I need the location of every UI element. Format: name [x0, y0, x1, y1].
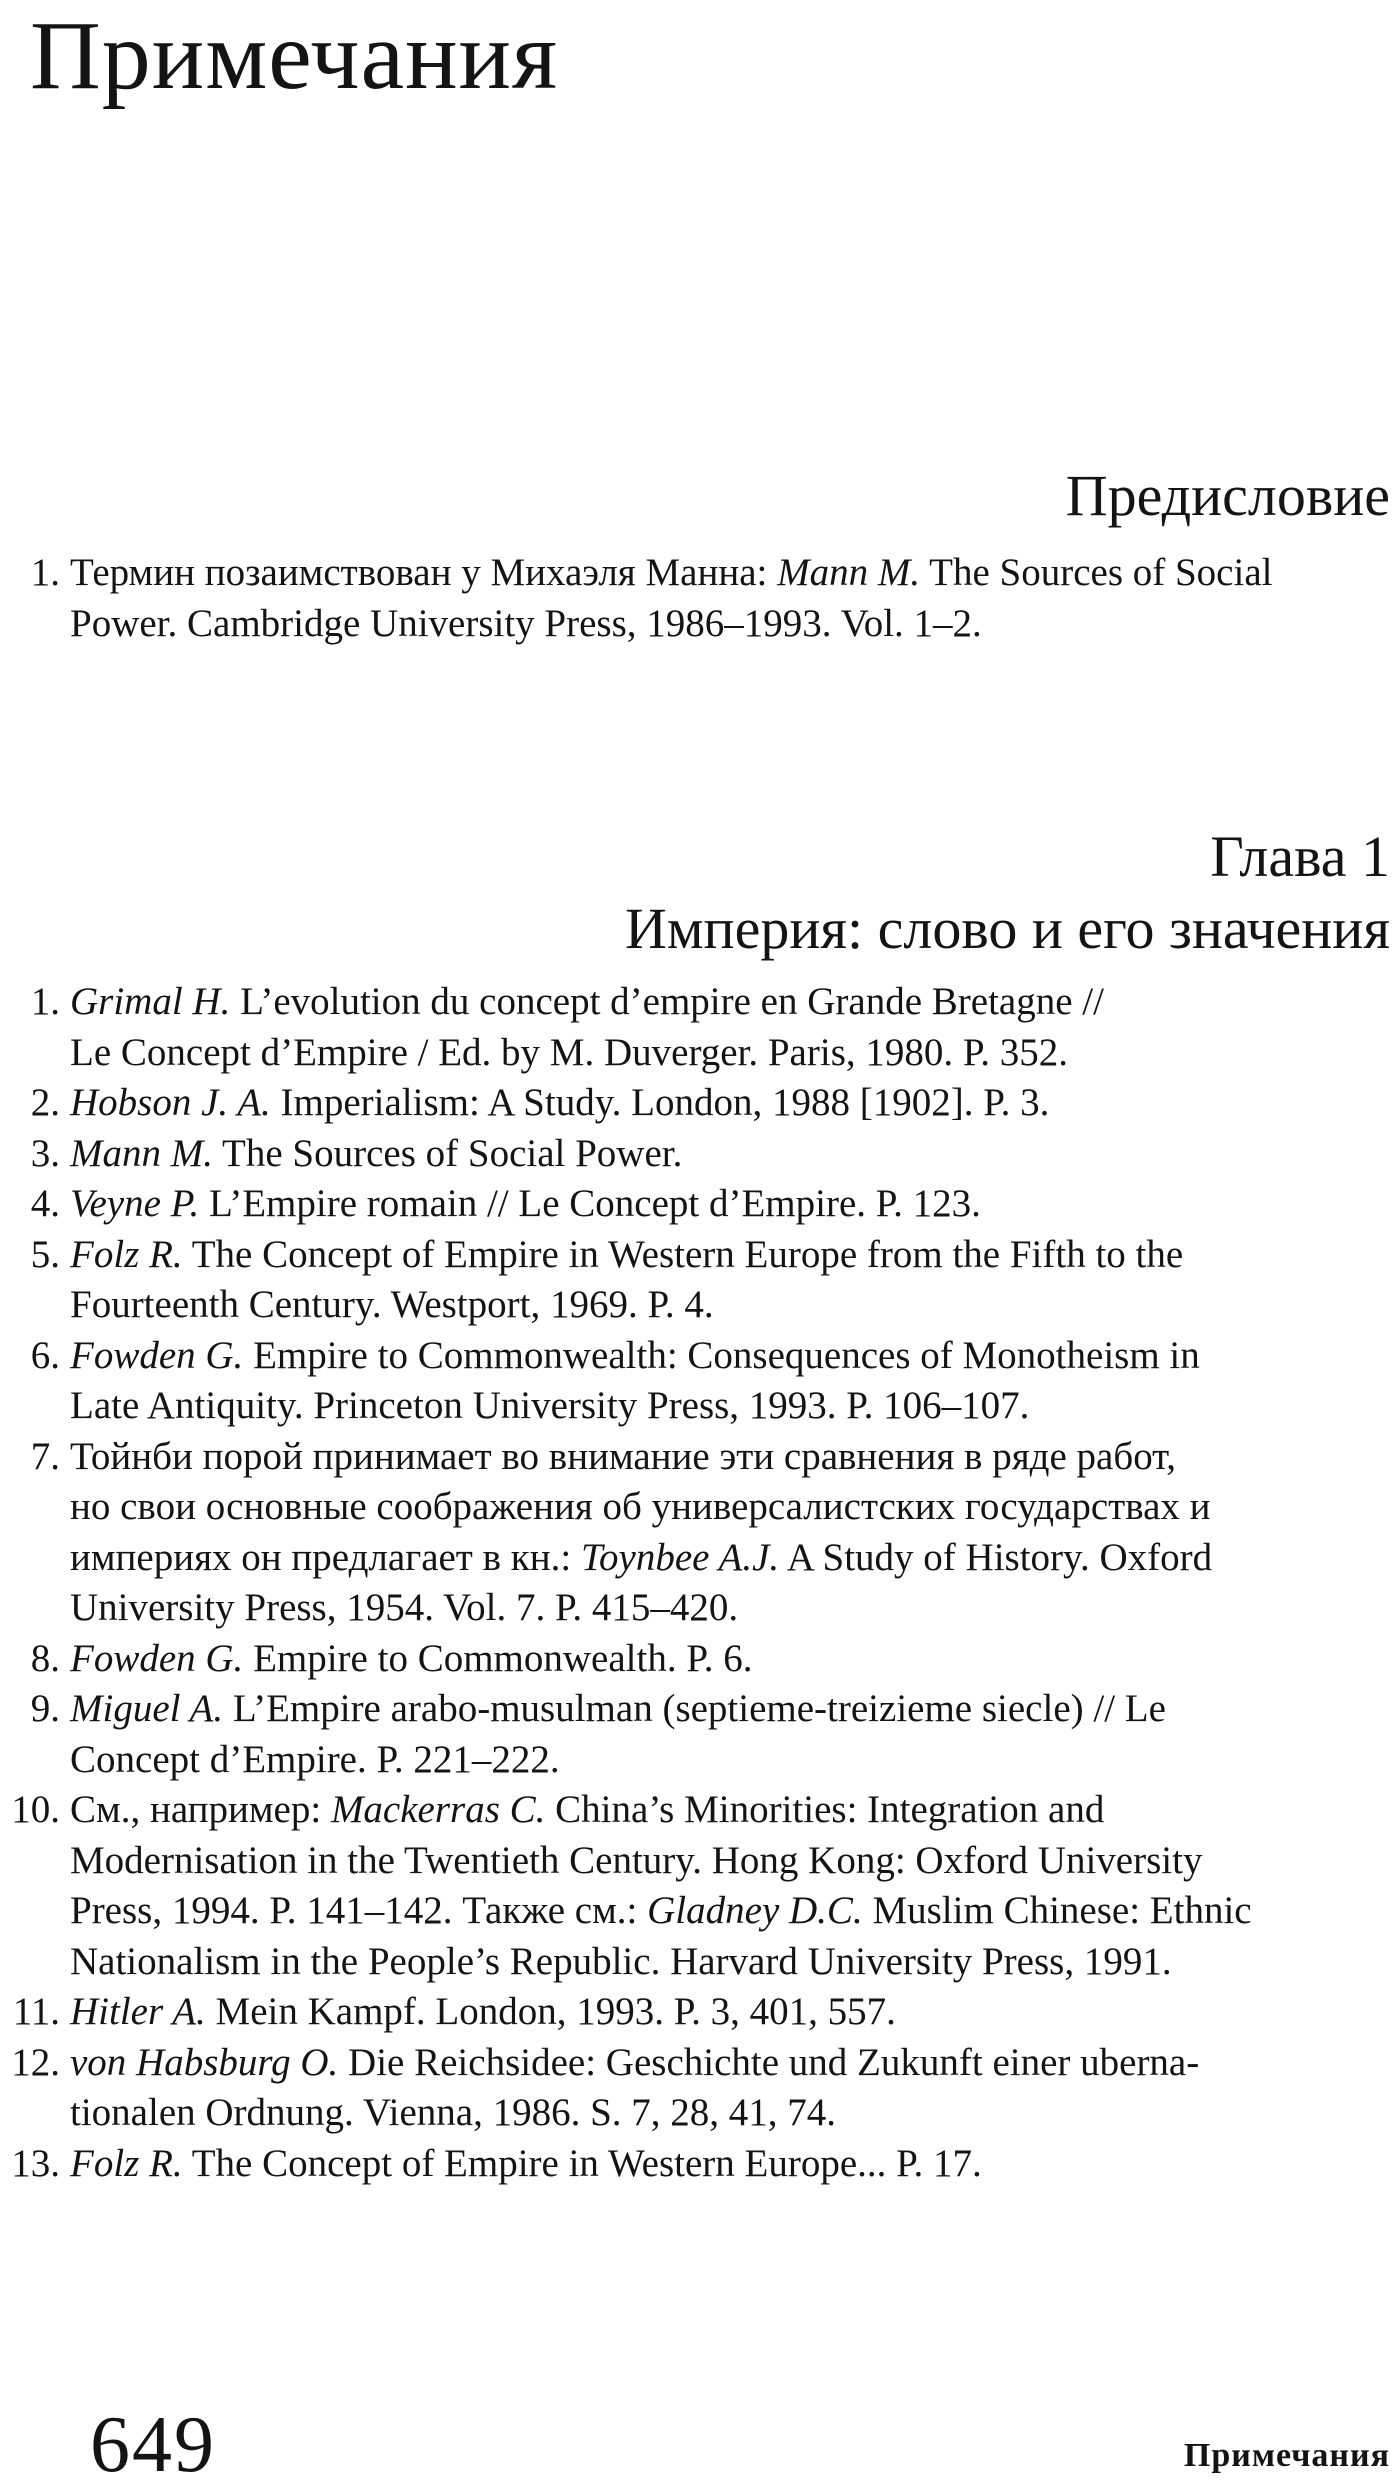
note-text: [70, 977, 1390, 1078]
note-author: Grimal H.: [70, 980, 231, 1023]
note-number: 8.: [30, 1636, 60, 1680]
note-item: [20, 1230, 1390, 1331]
note-author: Folz R.: [70, 1232, 183, 1276]
note-segment: Imperialism: A Study. London, 1988 [1902]. P. 3.: [270, 1081, 1050, 1124]
note-author: Fowden G.: [70, 1333, 244, 1377]
note-number: 2.: [30, 1081, 60, 1124]
note-number: 5.: [30, 1232, 60, 1276]
note-number: 7.: [30, 1434, 60, 1478]
note-segment: L’Empire arabo-musulman (septieme-treizieme siecle) // Le: [223, 1687, 1166, 1730]
note-number: 12.: [11, 2040, 60, 2084]
note-number: 11.: [12, 1990, 60, 2033]
note-text: [70, 1129, 1390, 1180]
note-item: [20, 1331, 1390, 1432]
note-author: Hitler A.: [70, 1990, 206, 2033]
note-segment: Le Concept d’Empire / Ed. by M. Duverger. Paris, 1980. P. 352.: [70, 1030, 1068, 1074]
note-item: [20, 977, 1390, 1078]
note-text: [70, 2139, 1390, 2190]
note-text: [70, 1230, 1390, 1331]
note-segment: Empire to Commonwealth. P. 6.: [243, 1636, 753, 1680]
note-item: [20, 548, 1390, 649]
note-text: [70, 1987, 1390, 2038]
note-author: Gladney D.C.: [647, 1889, 863, 1932]
note-author: von Habsburg O.: [70, 2040, 339, 2084]
note-text: [70, 1331, 1390, 1432]
note-number: 10.: [11, 1788, 60, 1831]
preface-notes-list: [20, 548, 1390, 649]
note-segment: The Concept of Empire in Western Europe from the Fifth to the: [182, 1232, 1184, 1276]
note-segment: University Press, 1954. Vol. 7. P. 415–420.: [70, 1586, 739, 1629]
note-number: 9.: [30, 1687, 60, 1730]
note-segment: China’s Minorities: Integration and: [545, 1788, 1105, 1831]
page-number: 649: [90, 2401, 216, 2489]
note-segment: Тойнби порой принимает во внимание эти сравнения в ряде работ,: [70, 1434, 1177, 1478]
note-number: 1.: [30, 551, 60, 594]
note-segment: Modernisation in the Twentieth Century. Hong Kong: Oxford University: [70, 1838, 1203, 1882]
note-author: Hobson J. A.: [70, 1081, 271, 1124]
note-segment: The Concept of Empire in Western Europe... P. 17.: [182, 2141, 982, 2185]
note-segment: Concept d’Empire. P. 221–222.: [70, 1737, 560, 1781]
note-author: Fowden G.: [70, 1636, 244, 1680]
note-number: 13.: [11, 2141, 60, 2185]
note-author: Miguel A.: [70, 1687, 224, 1730]
note-number: 3.: [30, 1131, 60, 1175]
note-text: [70, 1432, 1390, 1634]
note-segment: L’Empire romain // Le Concept d’Empire. P. 123.: [199, 1182, 981, 1225]
running-head: Примечания: [1183, 2437, 1390, 2474]
note-author: Mann M.: [70, 1131, 213, 1175]
note-text: [70, 2038, 1390, 2139]
note-segment: tionalen Ordnung. Vienna, 1986. S. 7, 28, 41, 74.: [70, 2091, 837, 2134]
note-segment: L’evolution du concept d’empire en Grande Bretagne //: [230, 980, 1104, 1023]
note-item: [20, 1634, 1390, 1685]
note-segment: Power. Cambridge University Press, 1986–1993. Vol. 1–2.: [70, 601, 982, 645]
note-segment: Nationalism in the People’s Republic. Harvard University Press, 1991.: [70, 1939, 1172, 1983]
chapter-heading-number: Глава 1: [1210, 824, 1390, 889]
note-item: [20, 1684, 1390, 1785]
note-segment: Die Reichsidee: Geschichte und Zukunft einer uberna-: [338, 2040, 1200, 2084]
note-item: [11, 1785, 1390, 1987]
note-item: [11, 2139, 1390, 2190]
note-item: [20, 1432, 1390, 1634]
note-text: [70, 548, 1390, 649]
note-author: Folz R.: [70, 2141, 183, 2185]
note-segment: Muslim Chinese: Ethnic: [862, 1889, 1252, 1932]
note-segment: A Study of History. Oxford: [779, 1535, 1213, 1579]
note-segment: империях он предлагает в кн.:: [70, 1535, 581, 1579]
note-item: [11, 2038, 1390, 2139]
note-number: 1.: [30, 980, 60, 1023]
note-segment: Late Antiquity. Princeton University Press, 1993. P. 106–107.: [70, 1384, 1030, 1427]
note-number: 6.: [30, 1333, 60, 1377]
note-segment: См., например:: [70, 1788, 331, 1831]
note-segment: но свои основные соображения об универсалистских государствах и: [70, 1485, 1211, 1528]
note-author: Mackerras C.: [330, 1788, 546, 1831]
note-author: Veyne P.: [70, 1182, 200, 1225]
note-segment: The Sources of Social: [920, 551, 1273, 594]
section-heading-preface: Предисловие: [1065, 463, 1390, 528]
note-segment: Термин позаимствован у Михаэля Манна:: [70, 551, 778, 594]
note-segment: Empire to Commonwealth: Consequences of Monotheism in: [243, 1333, 1200, 1377]
note-text: [70, 1684, 1390, 1785]
note-text: [70, 1634, 1390, 1685]
note-segment: Press, 1994. P. 141–142. Также см.:: [70, 1889, 648, 1932]
note-item: [20, 1078, 1390, 1129]
note-text: [70, 1179, 1390, 1230]
note-item: [20, 1179, 1390, 1230]
note-text: [70, 1078, 1390, 1129]
note-author: Toynbee A.J.: [580, 1535, 780, 1579]
note-text: [70, 1785, 1390, 1987]
note-segment: Mein Kampf. London, 1993. P. 3, 401, 557.: [205, 1990, 896, 2033]
note-item: [20, 1129, 1390, 1180]
note-segment: Fourteenth Century. Westport, 1969. P. 4.: [70, 1283, 714, 1326]
note-author: Mann M.: [777, 551, 921, 594]
note-item: [12, 1987, 1390, 2038]
note-segment: The Sources of Social Power.: [212, 1131, 683, 1175]
chapter-heading-title: Империя: слово и его значения: [624, 896, 1390, 961]
chapter1-notes-list: [11, 977, 1390, 2189]
note-number: 4.: [30, 1182, 60, 1225]
page-title: Примечания: [30, 2, 559, 110]
